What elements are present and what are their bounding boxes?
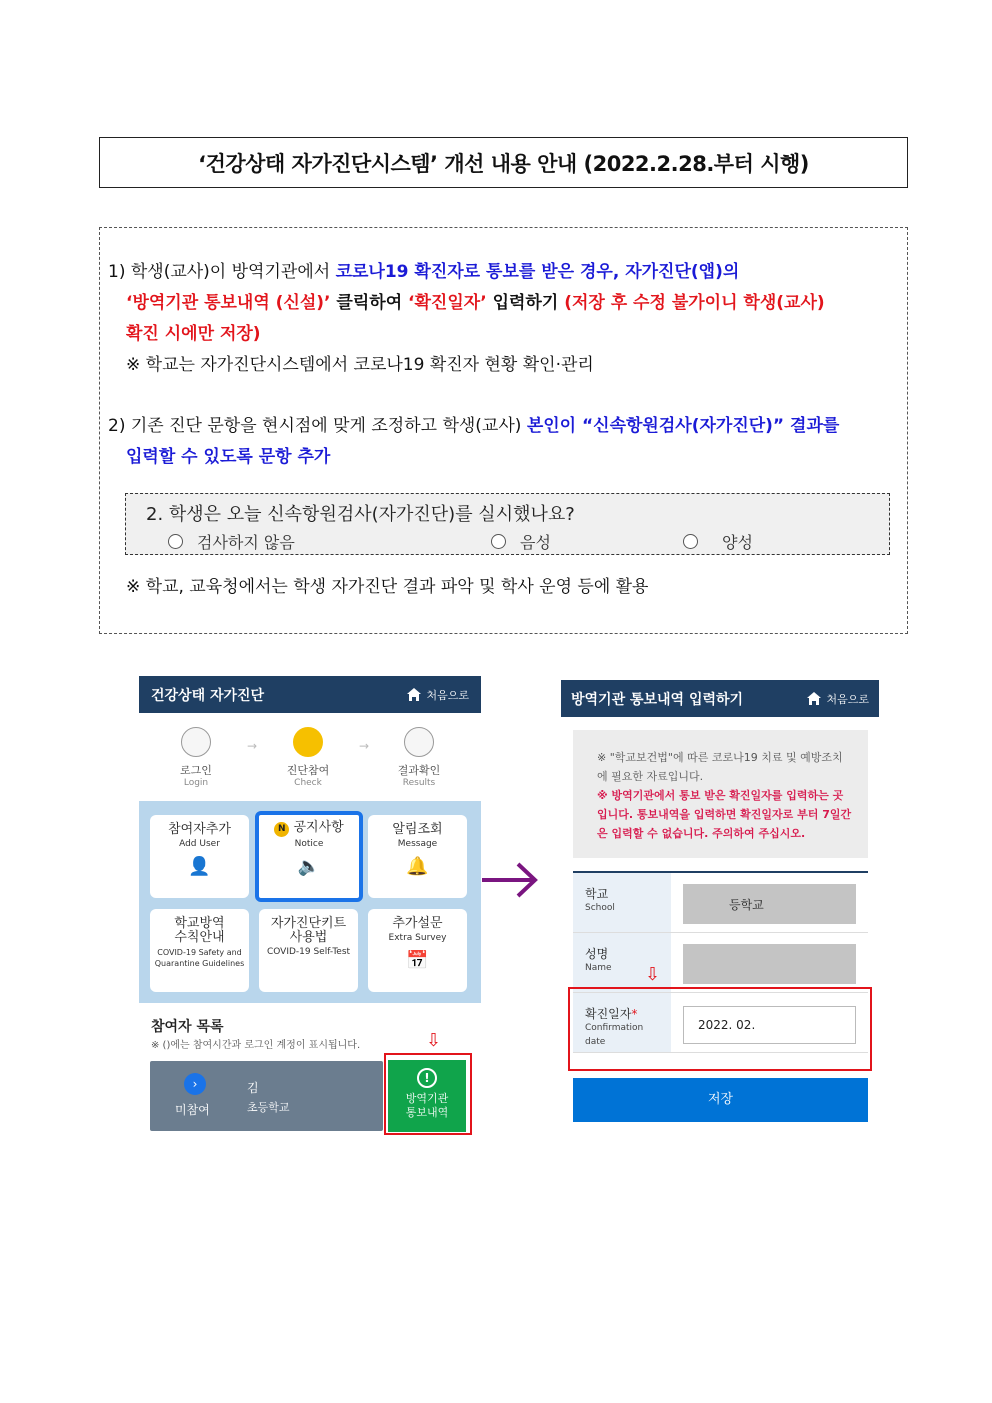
participant-card[interactable]: › 미참여 김 초등학교 [150,1061,383,1131]
thermometer-icon [293,727,323,757]
arrow-right-icon: › [184,1073,206,1095]
quarantine-report-button[interactable]: ! 방역기관 통보내역 [388,1060,466,1132]
participant-list-title: 참여자 목록 [151,1019,224,1035]
tile-message[interactable]: 알림조회 Message 🔔 [368,815,467,898]
info-panel: ※ "학교보건법"에 따른 코로나19 치료 및 예방조치 에 필요한 자료입니다. ※ 방역기관에서 통보 받은 확진일자를 입력하는 곳 입니다. 통보내역을 입력하면 확진일자로 부터 7일간 은 입력할 수 없습니다. 주의하여 주십시오. [573,730,868,858]
step-results: 결과확인 Results [379,727,459,788]
option-not-tested[interactable]: 검사하지 않음 [168,530,295,553]
highlight-frame [568,987,872,1071]
option-positive[interactable]: 양성 [683,530,753,553]
item1-line3: 확진 시에만 저장) [126,324,261,344]
arrow-right-icon [480,860,540,900]
item2-line2: 입력할 수 있도록 문항 추가 [126,447,331,467]
user-icon: 👤 [188,856,211,877]
send-icon [404,727,434,757]
step-arrow-icon: → [247,739,258,753]
school-field: 등학교 [683,884,856,924]
notice-box [99,227,908,634]
step-check: 진단참여 Check [268,727,348,788]
radio-icon [683,534,698,549]
item2-line1: 2) 기존 진단 문항을 현시점에 맞게 조정하고 학생(교사) 본인이 “신속항원검사(자가진단)” 결과를 [108,416,840,436]
step-login: 로그인 Login [156,727,236,788]
name-field [683,944,856,984]
date-row: 확진일자* Confirmation date 2022. 02. [573,993,868,1053]
tile-self-test[interactable]: 자가진단키트 사용법 COVID-19 Self-Test [259,909,358,992]
app-header: 건강상태 자가진단 처음으로 [139,676,481,713]
radio-icon [168,534,183,549]
alert-icon: ! [417,1068,437,1088]
login-icon [181,727,211,757]
down-arrow-icon: ⇩ [426,1030,442,1051]
speaker-icon: 🔈 [297,856,321,877]
option-negative[interactable]: 음성 [491,530,551,553]
item1-note: ※ 학교는 자가진단시스템에서 코로나19 확진자 현황 확인·관리 [126,355,594,375]
item1-line2: ‘방역기관 통보내역 (신설)’ 클릭하여 ‘확진일자’ 입력하기 (저장 후 수정 불가이니 학생(교사) [126,293,825,313]
menu-grid [139,801,481,1003]
confirmation-date-input[interactable]: 2022. 02. [683,1006,856,1044]
participant-list-note: ※ ()에는 참여시간과 로그인 계정이 표시됩니다. [151,1040,361,1051]
step-arrow-icon: → [359,739,370,753]
item1-line1: 1) 학생(교사)이 방역기관에서 코로나19 확진자로 통보를 받은 경우, 자가진단(앱)의 [108,262,740,282]
down-arrow-icon: ⇩ [645,964,661,985]
tile-add-user[interactable]: 참여자추가 Add User 👤 [150,815,249,898]
tile-notice[interactable]: N 공지사항 Notice 🔈 [255,811,363,902]
name-row: 성명 Name [573,933,868,993]
item2-note: ※ 학교, 교육청에서는 학생 자가진단 결과 파악 및 학사 운영 등에 활용 [126,577,649,597]
radio-icon [491,534,506,549]
save-button[interactable]: 저장 [573,1078,868,1122]
question-sample [125,493,890,555]
tile-extra-survey[interactable]: 추가설문 Extra Survey 📅 [368,909,467,992]
page-title: ‘건강상태 자가진단시스템’ 개선 내용 안내 (2022.2.28.부터 시행) [99,137,908,188]
new-badge: N [274,822,289,837]
home-link[interactable]: 처음으로 [407,687,469,703]
progress-steps [139,713,481,801]
home-link[interactable]: 처음으로 [807,691,869,707]
home-icon [407,688,421,701]
app-header: 방역기관 통보내역 입력하기 처음으로 [561,680,879,717]
highlight-frame [384,1053,472,1135]
bell-icon: 🔔 [406,856,429,877]
tile-guidelines[interactable]: 학교방역 수칙안내 COVID-19 Safety and Quarantine Guidelines [150,909,249,992]
question-text: 2. 학생은 오늘 신속항원검사(자가진단)를 실시했나요? [146,504,575,525]
school-row: 학교 School 등학교 [573,873,868,933]
calendar-icon: 📅 [406,950,429,971]
home-icon [807,692,821,705]
